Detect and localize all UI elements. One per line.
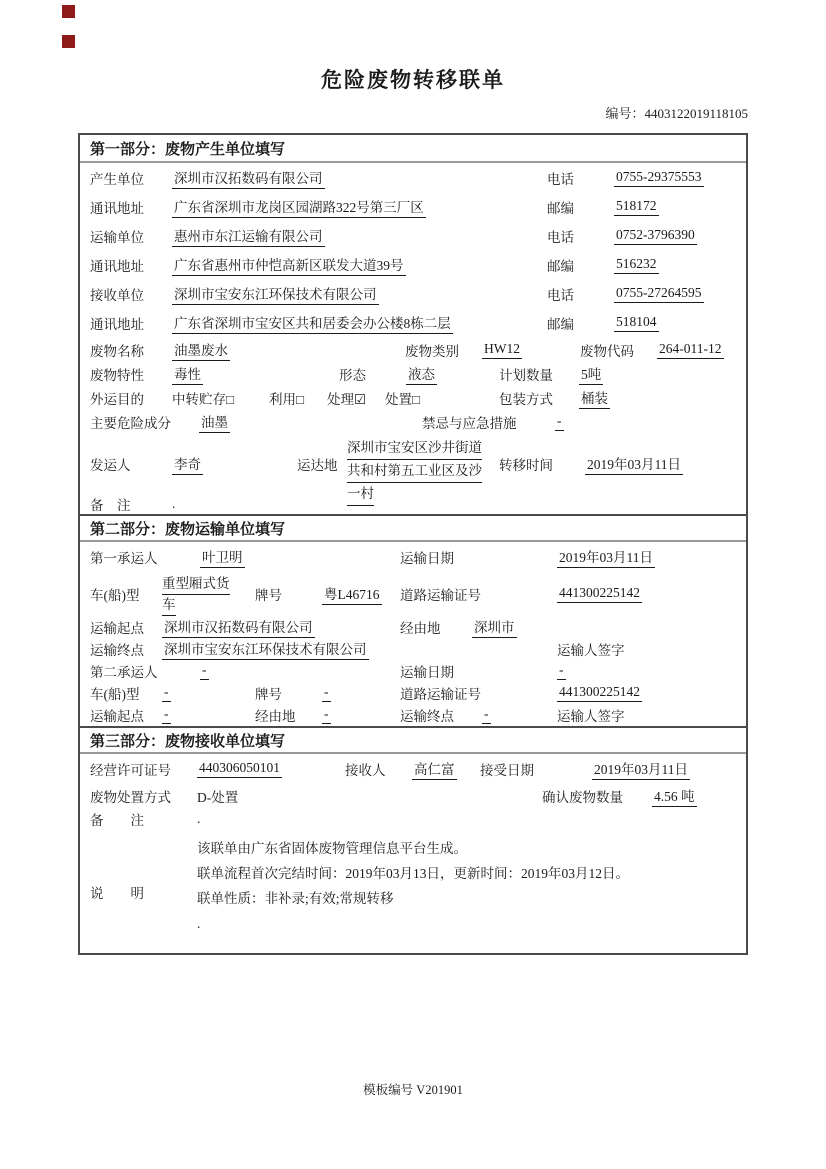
hazard-label: 主要危险成分 bbox=[90, 416, 171, 431]
waste-code-label: 废物代码 bbox=[580, 343, 634, 359]
row-generator-address bbox=[80, 192, 746, 221]
row-vehicle1 bbox=[80, 572, 746, 616]
vehicle1-value bbox=[162, 574, 230, 616]
disposal-value: D-处置 bbox=[197, 789, 239, 805]
row-purpose bbox=[80, 386, 746, 410]
ship-date2-value: - bbox=[557, 662, 566, 680]
disposal-label: 废物处置方式 bbox=[90, 789, 171, 805]
endpoint1-label: 运输终点 bbox=[90, 643, 144, 658]
vehicle2-value: - bbox=[162, 684, 171, 702]
carrier1-value: 叶卫明 bbox=[200, 546, 245, 568]
via1-value: 深圳市 bbox=[472, 616, 517, 638]
zip2-label: 邮编 bbox=[547, 258, 574, 274]
note-line: . bbox=[197, 916, 201, 931]
remark1-value: . bbox=[172, 496, 176, 511]
remark3-value: . bbox=[197, 811, 201, 826]
vehicle1-line: 车 bbox=[162, 595, 176, 616]
zip3-label: 邮编 bbox=[547, 316, 574, 332]
row-endpoint1 bbox=[80, 638, 746, 660]
destination-line: 共和村第五工业区及沙 bbox=[347, 460, 482, 483]
row-origin2 bbox=[80, 704, 746, 726]
row-waste-name bbox=[80, 337, 746, 362]
generator-value: 深圳市汉拓数码有限公司 bbox=[172, 167, 325, 189]
addr1-value: 广东省深圳市龙岗区园湖路322号第三厂区 bbox=[172, 196, 426, 218]
confirmed-qty-label: 确认废物数量 bbox=[542, 789, 623, 805]
red-marker-bottom bbox=[62, 35, 75, 48]
road-permit2-label: 道路运输证号 bbox=[400, 687, 481, 702]
document-number-label: 编号： bbox=[605, 106, 645, 121]
origin2-label: 运输起点 bbox=[90, 709, 144, 724]
purpose-label: 外运目的 bbox=[90, 392, 144, 407]
waste-name-value: 油墨废水 bbox=[172, 339, 230, 361]
form-label: 形态 bbox=[339, 368, 366, 383]
carrier2-value: - bbox=[200, 662, 209, 680]
shipper-value: 李奇 bbox=[172, 453, 203, 475]
zip2-value: 516232 bbox=[614, 256, 659, 274]
carrier2-label: 第二承运人 bbox=[90, 665, 158, 680]
planned-qty-value: 5吨 bbox=[579, 363, 603, 385]
remark1-label: 备 注 bbox=[90, 498, 131, 513]
row-remark3 bbox=[80, 808, 746, 830]
shipper-label: 发运人 bbox=[90, 458, 131, 473]
row-carrier1 bbox=[80, 542, 746, 572]
form-value: 液态 bbox=[406, 363, 437, 385]
checkbox-utilize: 利用□ bbox=[269, 392, 305, 407]
phone3-value: 0755-27264595 bbox=[614, 285, 704, 303]
row-disposal bbox=[80, 783, 746, 808]
phone1-value: 0755-29375553 bbox=[614, 169, 704, 187]
transporter-label: 运输单位 bbox=[90, 229, 144, 245]
ship-date1-label: 运输日期 bbox=[400, 551, 454, 566]
checkbox-dispose: 处置□ bbox=[385, 392, 421, 407]
accept-date-value: 2019年03月11日 bbox=[592, 758, 690, 780]
waste-category-label: 废物类别 bbox=[405, 343, 459, 359]
note-line: 联单流程首次完结时间：2019年03月13日，更新时间：2019年03月12日。 bbox=[197, 866, 629, 881]
receiver-label: 接收单位 bbox=[90, 287, 144, 303]
phone2-value: 0752-3796390 bbox=[614, 227, 697, 245]
zip3-value: 518104 bbox=[614, 314, 659, 332]
destination-line: 深圳市宝安区沙井街道 bbox=[347, 437, 482, 460]
packaging-label: 包装方式 bbox=[499, 392, 553, 407]
note-line: 联单性质：非补录;有效;常规转移 bbox=[197, 891, 394, 906]
via1-label: 经由地 bbox=[400, 621, 441, 636]
row-carrier2 bbox=[80, 660, 746, 682]
destination-line: 一村 bbox=[347, 483, 374, 506]
row-receiver bbox=[80, 279, 746, 308]
waste-property-label: 废物特性 bbox=[90, 368, 144, 383]
plate1-label: 牌号 bbox=[255, 588, 282, 603]
note-line: 该联单由广东省固体废物管理信息平台生成。 bbox=[197, 841, 467, 856]
phone2-label: 电话 bbox=[547, 229, 574, 245]
document-number-value: 4403122019118105 bbox=[644, 106, 748, 121]
row-remark1 bbox=[80, 494, 746, 514]
row-shipper bbox=[80, 434, 746, 501]
waste-property-value: 毒性 bbox=[172, 363, 203, 385]
row-notes bbox=[80, 830, 746, 953]
red-marker-top bbox=[62, 5, 75, 18]
checkbox-transfer-storage: 中转贮存□ bbox=[172, 392, 235, 407]
transfer-time-label: 转移时间 bbox=[499, 458, 553, 473]
section2-header: 第二部分：废物运输单位填写 bbox=[80, 514, 746, 542]
via2-value: - bbox=[322, 706, 331, 724]
destination-label: 运达地 bbox=[297, 458, 338, 473]
origin2-value: - bbox=[162, 706, 171, 724]
section3-header: 第三部分：废物接收单位填写 bbox=[80, 726, 746, 754]
row-generator bbox=[80, 163, 746, 192]
addr3-label: 通讯地址 bbox=[90, 316, 144, 332]
checkbox-treat-checked: 处理☑ bbox=[327, 392, 367, 407]
addr3-value: 广东省深圳市宝安区共和居委会办公楼8栋二层 bbox=[172, 312, 453, 334]
transporter-value: 惠州市东江运输有限公司 bbox=[172, 225, 325, 247]
endpoint1-value: 深圳市宝安东江环保技术有限公司 bbox=[162, 638, 369, 660]
row-transporter-address bbox=[80, 250, 746, 279]
sign2-label: 运输人签字 bbox=[557, 709, 625, 724]
row-origin1 bbox=[80, 616, 746, 638]
receiver-person-label: 接收人 bbox=[345, 762, 386, 778]
zip1-value: 518172 bbox=[614, 198, 659, 216]
waste-category-value: HW12 bbox=[482, 341, 522, 359]
plate2-label: 牌号 bbox=[255, 687, 282, 702]
waste-name-label: 废物名称 bbox=[90, 343, 144, 359]
addr2-label: 通讯地址 bbox=[90, 258, 144, 274]
row-receiver-address bbox=[80, 308, 746, 337]
ship-date2-label: 运输日期 bbox=[400, 665, 454, 680]
notes-value bbox=[197, 836, 629, 936]
row-waste-property bbox=[80, 362, 746, 386]
zip1-label: 邮编 bbox=[547, 200, 574, 216]
remark3-label: 备 注 bbox=[90, 813, 144, 828]
receiver-value: 深圳市宝安东江环保技术有限公司 bbox=[172, 283, 379, 305]
waste-code-value: 264-011-12 bbox=[657, 341, 724, 359]
ship-date1-value: 2019年03月11日 bbox=[557, 546, 655, 568]
phone3-label: 电话 bbox=[547, 287, 574, 303]
license-value: 440306050101 bbox=[197, 760, 282, 778]
generator-label: 产生单位 bbox=[90, 171, 144, 187]
row-license bbox=[80, 754, 746, 783]
origin1-label: 运输起点 bbox=[90, 621, 144, 636]
road-permit1-value: 441300225142 bbox=[557, 585, 642, 603]
template-number: 模板编号 V201901 bbox=[363, 1083, 463, 1097]
row-transporter bbox=[80, 221, 746, 250]
vehicle1-line: 重型厢式货 bbox=[162, 574, 230, 595]
accept-date-label: 接受日期 bbox=[480, 762, 534, 778]
sign1-label: 运输人签字 bbox=[557, 643, 625, 658]
carrier1-label: 第一承运人 bbox=[90, 551, 158, 566]
packaging-value: 桶装 bbox=[579, 387, 610, 409]
plate2-value: - bbox=[322, 684, 331, 702]
section1-header: 第一部分：废物产生单位填写 bbox=[80, 135, 746, 163]
emergency-label: 禁忌与应急措施 bbox=[422, 416, 517, 431]
vehicle2-label: 车(船)型 bbox=[90, 687, 140, 702]
addr2-value: 广东省惠州市仲恺高新区联发大道39号 bbox=[172, 254, 406, 276]
endpoint2-value: - bbox=[482, 706, 491, 724]
receiver-person-value: 高仁富 bbox=[412, 758, 457, 780]
via2-label: 经由地 bbox=[255, 709, 296, 724]
plate1-value: 粤L46716 bbox=[322, 583, 382, 605]
endpoint2-label: 运输终点 bbox=[400, 709, 454, 724]
vehicle1-label: 车(船)型 bbox=[90, 588, 140, 603]
manifest-table bbox=[78, 133, 748, 955]
document-number bbox=[78, 103, 748, 122]
row-vehicle2 bbox=[80, 682, 746, 704]
row-hazard bbox=[80, 410, 746, 434]
notes-label: 说 明 bbox=[90, 885, 144, 901]
page-title: 危险废物转移联单 bbox=[321, 68, 505, 92]
addr1-label: 通讯地址 bbox=[90, 200, 144, 216]
hazard-value: 油墨 bbox=[199, 411, 230, 433]
license-label: 经营许可证号 bbox=[90, 762, 171, 778]
transfer-time-value: 2019年03月11日 bbox=[585, 453, 683, 475]
phone1-label: 电话 bbox=[547, 171, 574, 187]
emergency-value: - bbox=[555, 413, 564, 431]
origin1-value: 深圳市汉拓数码有限公司 bbox=[162, 616, 315, 638]
road-permit1-label: 道路运输证号 bbox=[400, 588, 481, 603]
planned-qty-label: 计划数量 bbox=[499, 368, 553, 383]
confirmed-qty-value: 4.56 吨 bbox=[652, 785, 697, 807]
road-permit2-value: 441300225142 bbox=[557, 684, 642, 702]
